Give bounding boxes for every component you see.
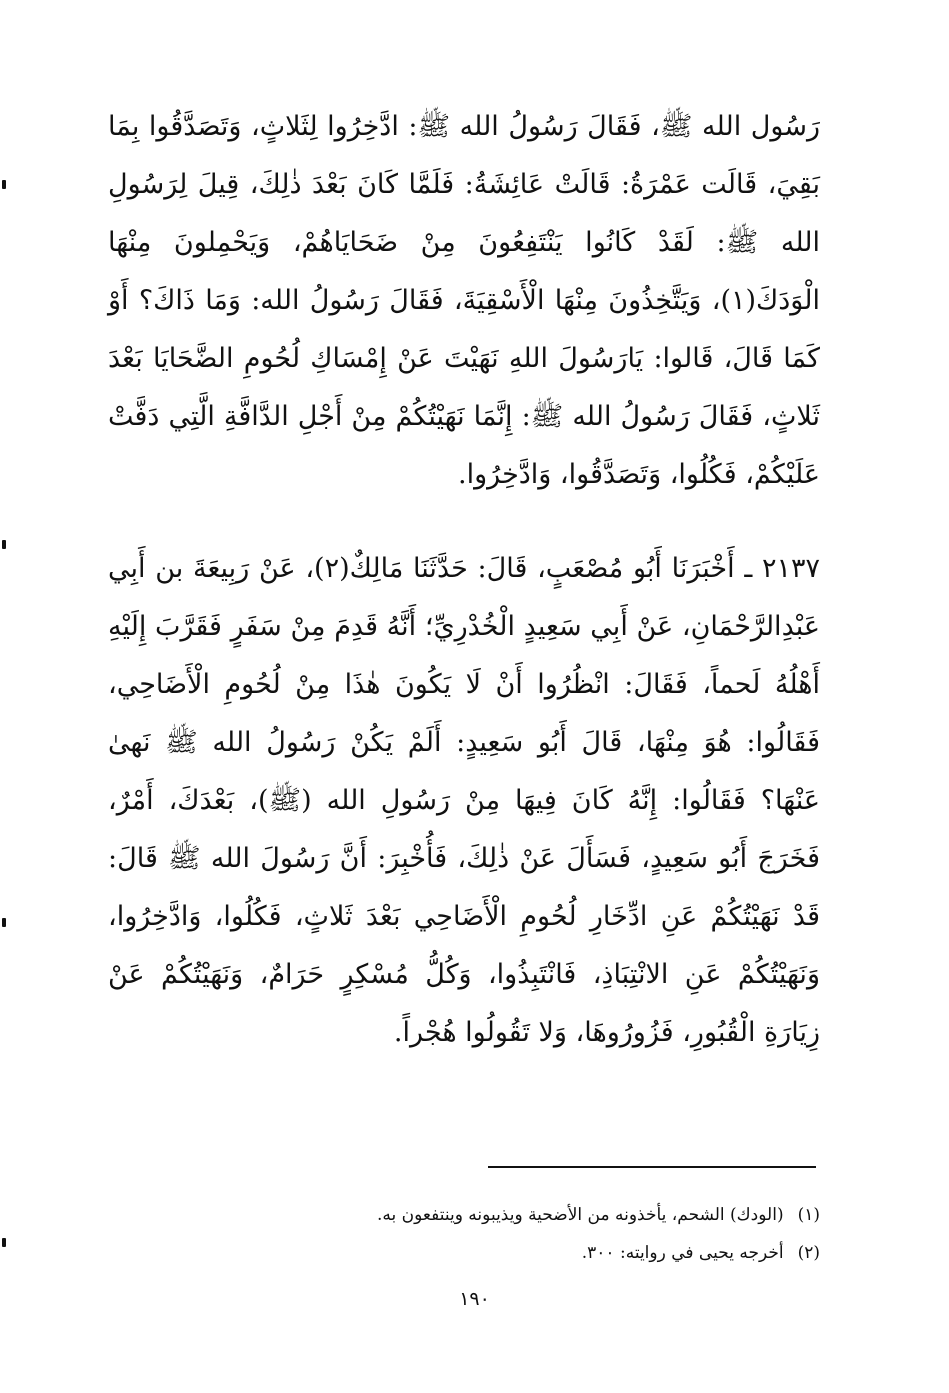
- footnote-2: [150, 1234, 820, 1272]
- footnote-number: (٢): [797, 1243, 820, 1263]
- page-number: ١٩٠: [459, 1288, 490, 1310]
- binding-mark: [2, 1238, 6, 1247]
- footnote-text: أخرجه يحيى في روايته: ٣٠٠.: [581, 1243, 784, 1263]
- binding-mark: [2, 540, 6, 549]
- binding-mark: [2, 918, 6, 927]
- footnote-number: (١): [797, 1205, 820, 1225]
- body-paragraph-continuation: [108, 98, 820, 504]
- paragraph-text: ٢١٣٧ ـ أَخْبَرَنَا أَبُو مُصْعَبٍ، قَالَ: حَدَّثَنَا مَالِكٌ(٢)، عَنْ رَبِيعَةَ بن أَبِي عَبْدِالرَّحْمَانِ، عَنْ أَبِي سَعِيدٍ الْخُدْرِيِّ؛ أَنَّهُ قَدِمَ مِنْ سَفَرٍ فَقَرَّبَ إِلَيْهِ أَهْلُهُ لَحماً، فَقَالَ: انْظُرُوا أَنْ لَا يَكُونَ هٰذَا مِنْ لُحُومِ الْأَضَاحِي، فَقَالُوا: هُوَ مِنْهَا، قَالَ أَبُو سَعِيدٍ: أَلَمْ يَكُنْ رَسُولُ الله ﷺ نَهىٰ عَنْهَا؟ فَقَالُوا: إِنَّهُ كَانَ فِيهَا مِنْ رَسُولِ الله (ﷺ)، بَعْدَكَ، أَمْرٌ، فَخَرَجَ أَبُو سَعِيدٍ، فَسَأَلَ عَنْ ذٰلِكَ، فَأُخْبِرَ: أَنَّ رَسُولَ الله ﷺ قَالَ: قَدْ نَهَيْتُكُمْ عَنِ ادِّخَارِ لُحُومِ الْأَضَاحِي بَعْدَ ثَلاثٍ، فَكُلُوا، وَادَّخِرُوا، وَنَهَيْتُكُمْ عَنِ الانْتِبَاذِ، فَانْتَبِذُوا، وَكُلُّ مُسْكِرٍ حَرَامٌ، وَنَهَيْتُكُمْ عَنْ زِيَارَةِ الْقُبُورِ، فَزُورُوهَا، وَلا تَقُولُوا هُجْراً.: [108, 553, 820, 1048]
- paragraph-text: رَسُول الله ﷺ، فَقَالَ رَسُولُ الله ﷺ: ادَّخِرُوا لِثَلاثٍ، وَتَصَدَّقُوا بِمَا بَقِيَ، قَالَت عَمْرَةُ: قَالَتْ عَائِشَةُ: فَلَمَّا كَانَ بَعْدَ ذٰلِكَ، قِيلَ لِرَسُولِ الله ﷺ: لَقَدْ كَانُوا يَنْتَفِعُونَ مِنْ ضَحَايَاهُمْ، وَيَحْمِلونَ مِنْهَا الْوَدَكَ(١)، وَيَتَّخِذُونَ مِنْهَا الْأَسْقِيَةَ، فَقَالَ رَسُولُ الله: وَمَا ذَاكَ؟ أَوْ كَمَا قَالَ، قَالوا: يَارَسُولَ اللهِ نَهَيْتَ عَنْ إِمْسَاكِ لُحُومِ الضَّحَايَا بَعْدَ ثَلاثٍ، فَقَالَ رَسُولُ الله ﷺ: إِنَّمَا نَهَيْتُكُمْ مِنْ أَجْلِ الدَّافَّةِ الَّتِي دَفَّتْ عَلَيْكُمْ، فَكُلُوا، وَتَصَدَّقُوا، وَادَّخِرُوا.: [108, 111, 820, 490]
- footnote-1: [150, 1196, 820, 1234]
- footnotes: [150, 1196, 820, 1272]
- hadith-paragraph-2137: [108, 540, 820, 1062]
- footnote-separator: [488, 1166, 816, 1168]
- binding-mark: [2, 180, 6, 189]
- footnote-text: (الودك) الشحم، يأخذونه من الأضحية ويذيبونه وينتفعون به.: [376, 1205, 784, 1225]
